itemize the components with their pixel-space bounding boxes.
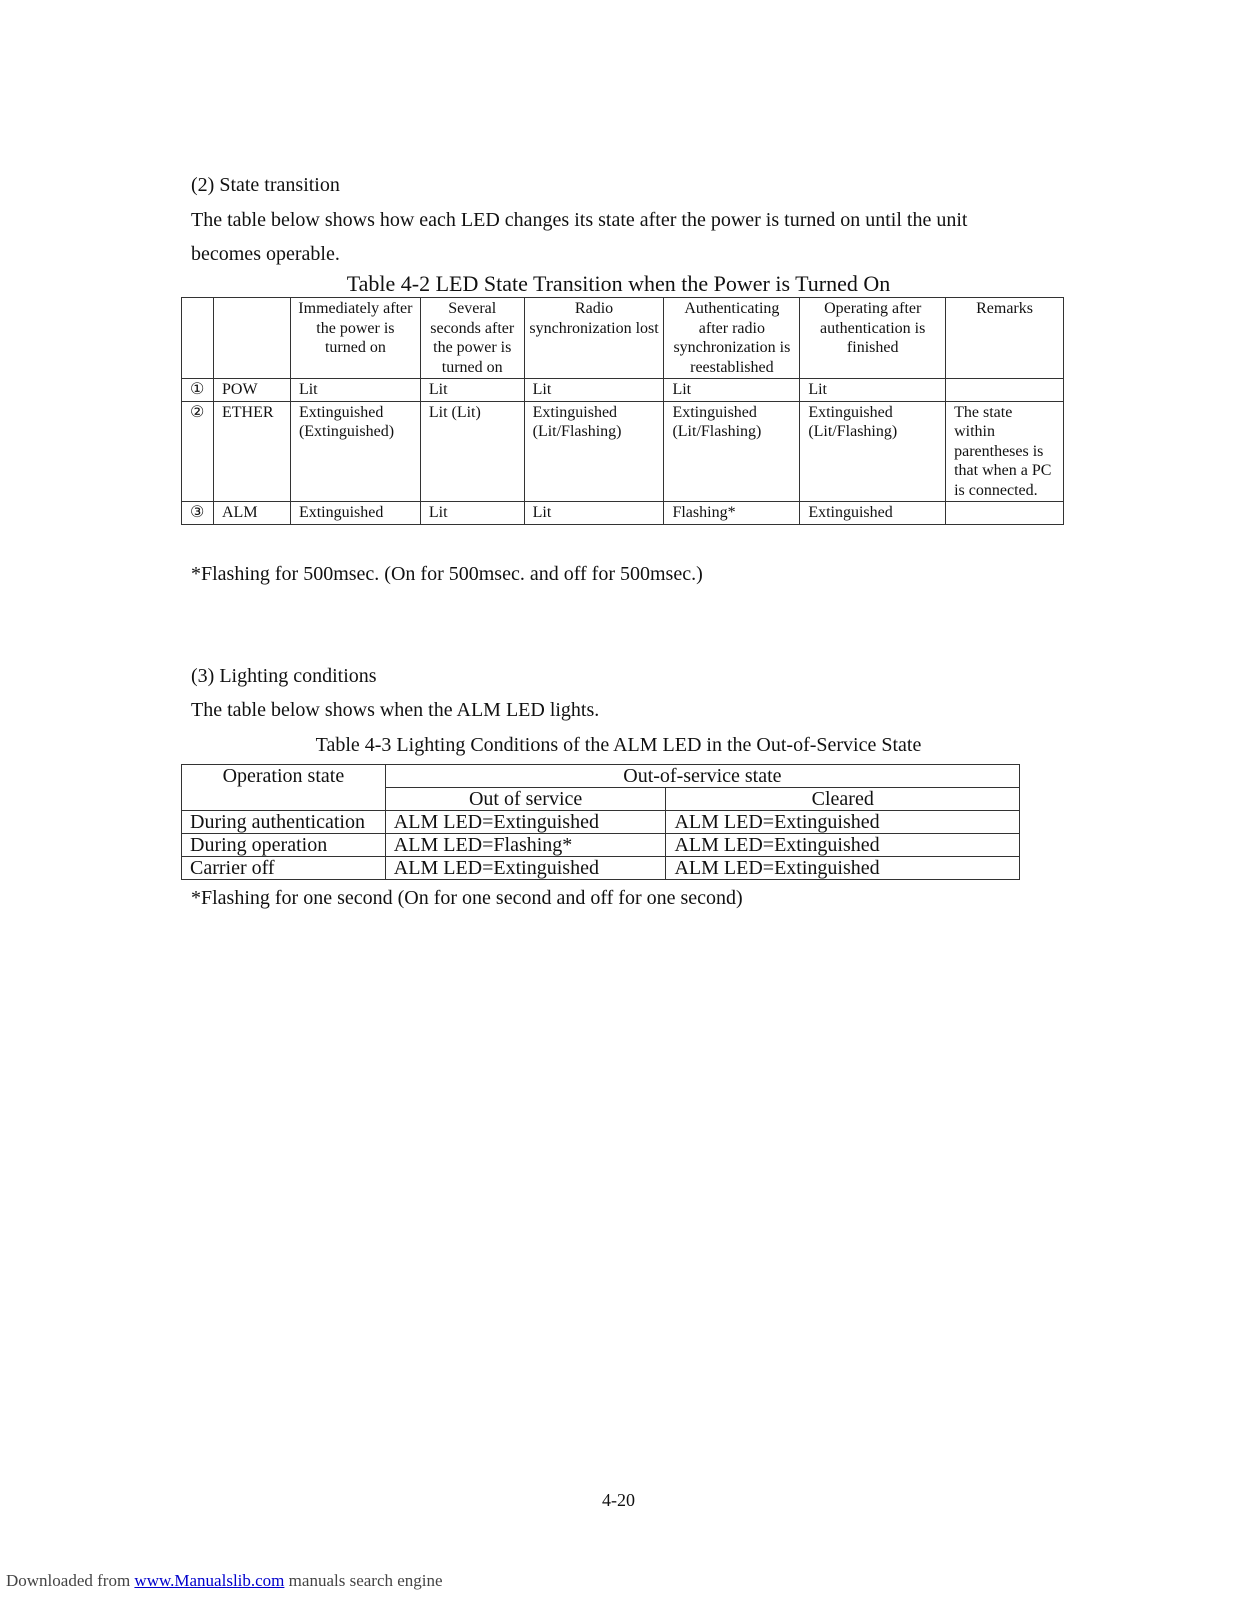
table-cell: ALM LED=Flashing* — [385, 834, 666, 857]
table-cell: Extinguished (Extinguished) — [290, 401, 420, 502]
table-row — [182, 811, 1020, 834]
footer-suffix: manuals search engine — [284, 1571, 443, 1590]
row-number: ③ — [182, 502, 214, 525]
header-cell: Cleared — [666, 788, 1020, 811]
table-cell: Lit — [420, 379, 524, 402]
table-cell: During authentication — [182, 811, 386, 834]
table-cell: During operation — [182, 834, 386, 857]
table-row — [182, 401, 1064, 502]
table-cell: Extinguished — [800, 502, 946, 525]
remarks-cell — [946, 502, 1064, 525]
table-cell: Lit (Lit) — [420, 401, 524, 502]
header-cell: Operation state — [182, 765, 386, 811]
table-row — [182, 857, 1020, 880]
table-cell: Carrier off — [182, 857, 386, 880]
table-row — [182, 834, 1020, 857]
table-cell: ALM LED=Extinguished — [666, 834, 1020, 857]
section-2-text-line1: The table below shows how each LED changes its state after the power is turned on until the unit — [191, 209, 968, 231]
table-cell: Lit — [524, 379, 664, 402]
table-row — [182, 379, 1064, 402]
table-cell: ALM LED=Extinguished — [385, 857, 666, 880]
table-cell: ALM LED=Extinguished — [666, 857, 1020, 880]
led-name: POW — [213, 379, 290, 402]
manualslib-link[interactable]: www.Manualslib.com — [134, 1571, 285, 1590]
header-cell: Radio synchronization lost — [524, 298, 664, 379]
table-cell: Lit — [800, 379, 946, 402]
section-3-text: The table below shows when the ALM LED lights. — [191, 699, 600, 721]
table-4-3-caption: Table 4-3 Lighting Conditions of the ALM LED in the Out-of-Service State — [315, 734, 922, 756]
table-4-2-caption: Table 4-2 LED State Transition when the Power is Turned On — [346, 271, 891, 296]
table-cell: ALM LED=Extinguished — [385, 811, 666, 834]
table-cell: Extinguished (Lit/Flashing) — [524, 401, 664, 502]
page-number: 4-20 — [602, 1490, 635, 1510]
led-state-transition-table — [181, 297, 1064, 525]
led-name: ETHER — [213, 401, 290, 502]
led-name: ALM — [213, 502, 290, 525]
table-cell: Extinguished — [290, 502, 420, 525]
table-cell: Lit — [524, 502, 664, 525]
table-row — [182, 502, 1064, 525]
alm-lighting-conditions-table — [181, 764, 1020, 880]
section-3-heading: (3) Lighting conditions — [191, 665, 377, 687]
table-cell: Lit — [290, 379, 420, 402]
remarks-cell: The state within parentheses is that when a PC is connected. — [946, 401, 1064, 502]
header-cell — [213, 298, 290, 379]
table-cell: Flashing* — [664, 502, 800, 525]
table-cell: Extinguished (Lit/Flashing) — [800, 401, 946, 502]
row-number: ① — [182, 379, 214, 402]
section-2-heading: (2) State transition — [191, 174, 340, 196]
footer — [6, 1571, 443, 1591]
table-header-row — [182, 298, 1064, 379]
section-2-text-line2: becomes operable. — [191, 243, 340, 265]
header-cell: Several seconds after the power is turned on — [420, 298, 524, 379]
table-header-row — [182, 765, 1020, 788]
row-number: ② — [182, 401, 214, 502]
footer-prefix: Downloaded from — [6, 1571, 135, 1590]
table-cell: ALM LED=Extinguished — [666, 811, 1020, 834]
remarks-cell — [946, 379, 1064, 402]
header-cell: Remarks — [946, 298, 1064, 379]
header-cell: Operating after authentication is finished — [800, 298, 946, 379]
header-cell: Out of service — [385, 788, 666, 811]
table-cell: Extinguished (Lit/Flashing) — [664, 401, 800, 502]
header-group-cell: Out-of-service state — [385, 765, 1019, 788]
table-4-2-footnote: *Flashing for 500msec. (On for 500msec. and off for 500msec.) — [191, 563, 703, 585]
table-4-3-footnote: *Flashing for one second (On for one second and off for one second) — [191, 887, 743, 909]
table-cell: Lit — [664, 379, 800, 402]
table-cell: Lit — [420, 502, 524, 525]
header-cell — [182, 298, 214, 379]
header-cell: Immediately after the power is turned on — [290, 298, 420, 379]
header-cell: Authenticating after radio synchronization is reestablished — [664, 298, 800, 379]
